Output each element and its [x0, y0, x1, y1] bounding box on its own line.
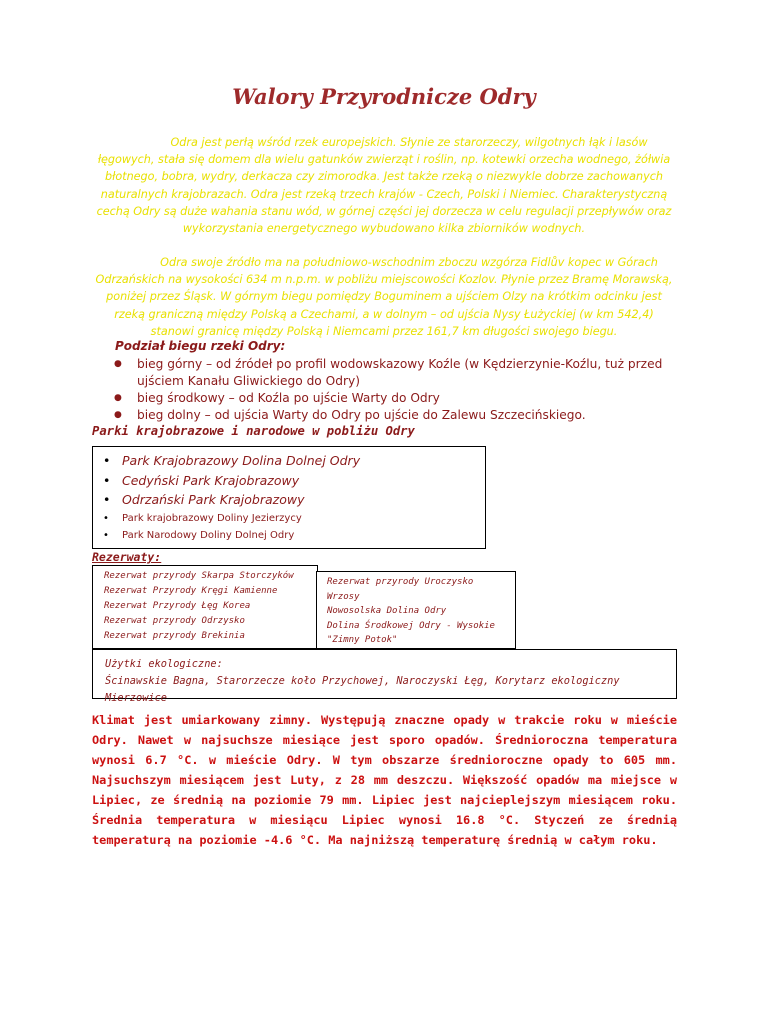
list-item: Rezerwat Przyrody Łęg Korea: [104, 601, 251, 611]
list-item: Nowosolska Dolina Odry: [327, 606, 447, 617]
reach-text: bieg górny – od źródeł po profil wodowskazowy Koźle (w Kędzierzynie-Koźlu, tuż przed ujściem Kanału Gliwickiego do Odry): [137, 357, 663, 388]
list-item: Rezerwat przyrody Brekinia: [104, 631, 245, 641]
list-item: Rezerwat przyrody Skarpa Storczyków: [104, 571, 294, 581]
reach-text: bieg środkowy – od Koźla po ujście Warty do Odry: [137, 391, 440, 405]
page-title: Walory Przyrodnicze Odry: [232, 84, 536, 109]
reserves-right-list: [327, 575, 505, 648]
parks-box: [92, 446, 486, 549]
parks-heading: Parki krajobrazowe i narodowe w pobliżu Odry: [92, 424, 415, 438]
bullet-icon: •: [103, 472, 111, 488]
reserves-heading: Rezerwaty:: [92, 550, 162, 564]
park-name: Odrzański Park Krajobrazowy: [122, 492, 305, 507]
list-item: [101, 527, 477, 545]
list-item: [92, 356, 680, 390]
bullet-icon: •: [103, 492, 111, 507]
reserves-left-box: [92, 565, 318, 649]
bullet-icon: ●: [114, 359, 122, 369]
park-name: Park Narodowy Doliny Dolnej Odry: [122, 530, 295, 541]
list-item: Rezerwat Przyrody Kręgi Kamienne: [104, 586, 278, 596]
intro-paragraph-2-text: Odra swoje źródło ma na południowo-wschodnim zboczu wzgórza Fidlův kopec w Górach Odrzańskich na wysokości 634 m n.p.m. w pobliżu miejscowości Kozlov. Płynie przez Bramę Morawską, poniżej przez Śląsk. W górnym biegu pomiędzy Boguminem a ujściem Olzy na krótkim odcinku jest rzeką graniczną między Polską a Czechami, a w dolnym – od ujścia Nysy Łużyckiej (w km 542,4) stanowi granicę między Polską i Niemcami przez 161,7 km długości swojego biegu.: [95, 256, 673, 338]
park-name: Cedyński Park Krajobrazowy: [122, 472, 300, 488]
list-item: Rezerwat przyrody Odrzysko: [104, 616, 245, 626]
river-reaches-list: [92, 356, 680, 424]
intro-paragraph-1-text: Odra jest perłą wśród rzek europejskich. Słynie ze starorzeczy, wilgotnych łąk i lasów łęgowych, stała się domem dla wielu gatunków zwierząt i roślin, np. kotewki orzecha wodnego, żółwia błotnego, bobra, wydry, derkacza czy zimorodka. Jest także rzeką o niezwykle dobrze zachowanych naturalnych krajobrazach. Odra jest rzeką trzech krajów - Czech, Polski i Niemiec. Charakterystyczną cechą Odry są duże wahania stanu wód, w górnej części jej dorzecza w celu regulacji przepływów oraz wykorzystania energetycznego wybudowano kilka zbiorników wodnych.: [96, 136, 672, 236]
bullet-icon: •: [103, 530, 109, 541]
park-name: Park krajobrazowy Doliny Jezierzycy: [122, 512, 302, 524]
bullet-icon: •: [103, 512, 109, 524]
intro-paragraph-2: [92, 254, 676, 340]
park-name: Park Krajobrazowy Dolina Dolnej Odry: [122, 453, 361, 468]
climate-paragraph: Klimat jest umiarkowany zimny. Występują znaczne opady w trakcie roku w mieście Odry. Nawet w najsuchsze miesiące jest sporo opadów. Średnioroczna temperatura wynosi 6.7 °C. w mieście Odry. W tym obszarze średnioroczne opady to 605 mm. Najsuchszym miesiącem jest Luty, z 28 mm deszczu. Większość opadów ma miejsce w Lipiec, ze średnią na poziomie 79 mm. Lipiec jest najcieplejszym miesiącem roku. Średnia temperatura w miesiącu Lipiec wynosi 16.8 °C. Styczeń ze średnią temperaturą na poziomie -4.6 °C. Ma najniższą temperaturę średnią w całym roku.: [92, 713, 677, 847]
parks-list: [101, 451, 477, 545]
reserves-left-list: [104, 569, 306, 644]
ecological-areas-text: Ścinawskie Bagna, Starorzecze koło Przychowej, Naroczyski Łęg, Korytarz ekologiczny Mierzowice: [105, 675, 620, 704]
list-item: [92, 407, 680, 424]
ecological-areas-heading: Użytki ekologiczne:: [105, 658, 223, 670]
bullet-icon: •: [103, 453, 111, 468]
list-item: Rezerwat przyrody Uroczysko Wrzosy: [327, 577, 474, 602]
reach-text: bieg dolny – od ujścia Warty do Odry po ujście do Zalewu Szczecińskiego.: [137, 408, 586, 422]
river-reaches-heading: Podział biegu rzeki Odry:: [115, 339, 286, 353]
bullet-icon: ●: [114, 410, 122, 420]
bullet-icon: ●: [114, 393, 122, 403]
list-item: [92, 390, 680, 407]
intro-paragraph-1: [92, 134, 676, 237]
list-item: [101, 490, 477, 510]
list-item: [101, 451, 477, 471]
list-item: [101, 510, 477, 528]
ecological-areas-box: [92, 649, 677, 704]
list-item: [101, 471, 477, 491]
list-item: Dolina Środkowej Odry - Wysokie "Zimny Potok": [327, 620, 495, 646]
reserves-right-box: [316, 571, 516, 649]
